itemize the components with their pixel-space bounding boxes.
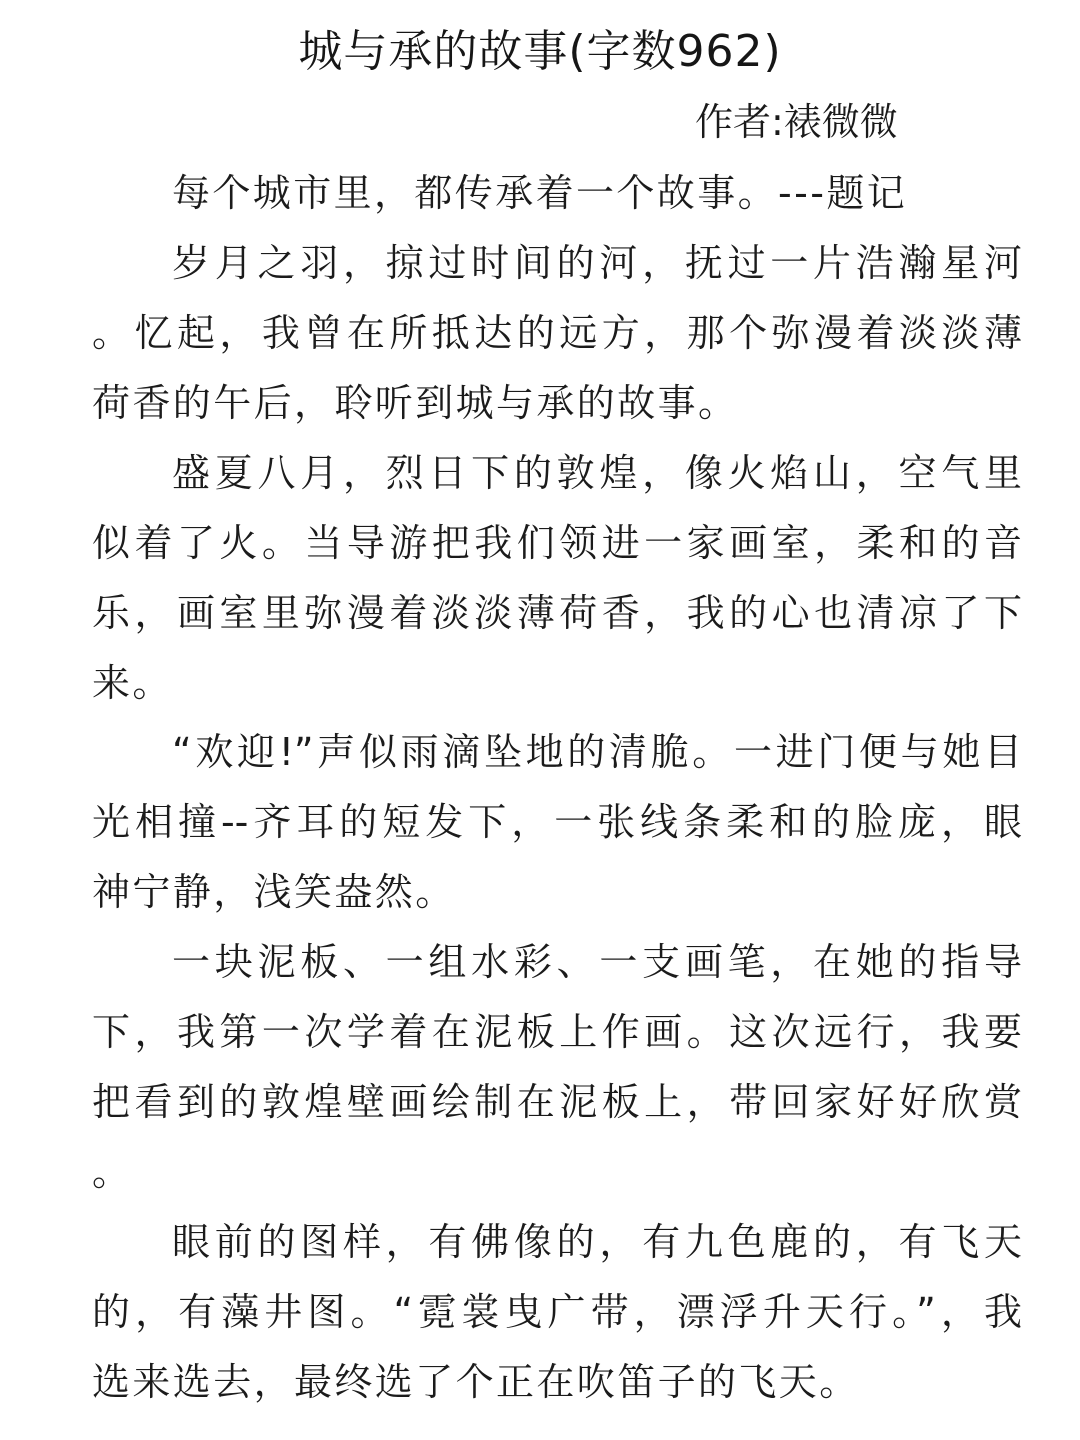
text-line-epigraph: 每个城市里，都传承着一个故事。---题记: [172, 171, 908, 215]
text-line: 岁月之羽，掠过时间的河，抚过一片浩瀚星河: [172, 241, 1022, 285]
text-line: 。忆起，我曾在所抵达的远方，那个弥漫着淡淡薄: [92, 311, 1022, 355]
page-title: 城与承的故事(字数962): [298, 26, 782, 77]
text-line: “欢迎!”声似雨滴坠地的清脆。一进门便与她目: [172, 730, 1022, 774]
text-line: 的，有藻井图。“霓裳曳广带，漂浮升天行。”，我: [92, 1290, 1022, 1334]
text-line: 似着了火。当导游把我们领进一家画室，柔和的音: [92, 521, 1022, 565]
text-line: 盛夏八月，烈日下的敦煌，像火焰山，空气里: [172, 451, 1022, 495]
text-line: 神宁静，浅笑盎然。: [92, 870, 456, 914]
text-line: 一块泥板、一组水彩、一支画笔，在她的指导: [172, 940, 1022, 984]
author-line: 作者:裱微微: [695, 100, 898, 144]
text-line: 荷香的午后，聆听到城与承的故事。: [92, 381, 739, 425]
text-line: 选来选去，最终选了个正在吹笛子的飞天。: [92, 1360, 860, 1404]
text-line: 来。: [92, 661, 173, 705]
text-line: 下，我第一次学着在泥板上作画。这次远行，我要: [92, 1010, 1022, 1054]
text-line: 把看到的敦煌壁画绘制在泥板上，带回家好好欣赏: [92, 1080, 1022, 1124]
text-line: 。: [92, 1150, 133, 1194]
text-line: 光相撞--齐耳的短发下，一张线条柔和的脸庞，眼: [92, 800, 1022, 844]
text-line: 眼前的图样，有佛像的，有九色鹿的，有飞天: [172, 1220, 1022, 1264]
text-line: 乐，画室里弥漫着淡淡薄荷香，我的心也清凉了下: [92, 591, 1022, 635]
